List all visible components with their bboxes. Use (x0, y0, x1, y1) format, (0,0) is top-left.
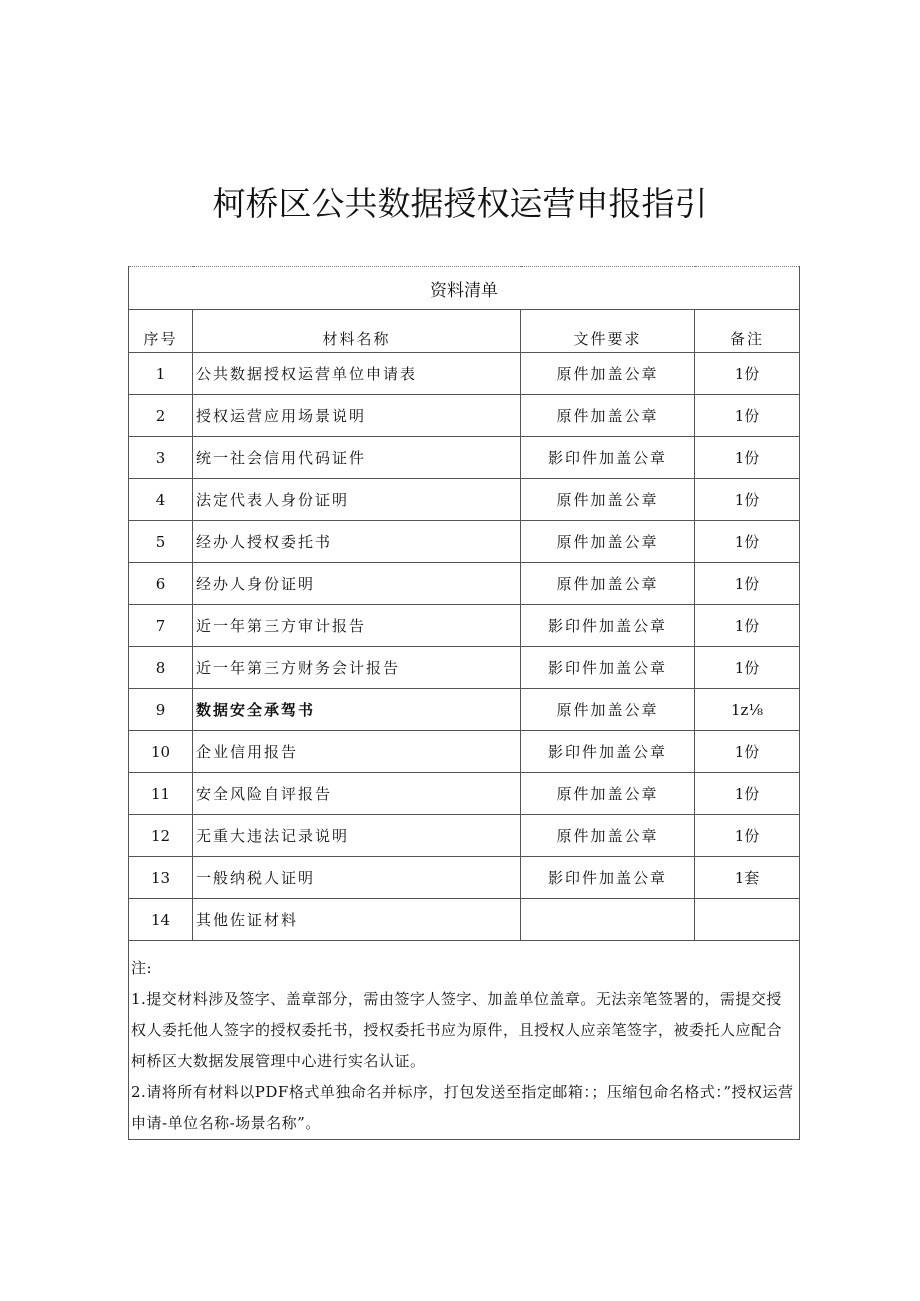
row-note: 1份 (695, 605, 800, 647)
row-no: 2 (129, 395, 193, 437)
row-requirement: 原件加盖公章 (521, 353, 695, 395)
row-no: 10 (129, 731, 193, 773)
row-note: 1份 (695, 731, 800, 773)
header-name: 材料名称 (193, 310, 521, 353)
row-name: 安全风险自评报告 (193, 773, 521, 815)
row-no: 7 (129, 605, 193, 647)
row-name: 近一年第三方财务会计报告 (193, 647, 521, 689)
row-requirement: 影印件加盖公章 (521, 647, 695, 689)
row-name: 法定代表人身份证明 (193, 479, 521, 521)
row-note: 1份 (695, 395, 800, 437)
table-row (129, 437, 800, 479)
row-no: 14 (129, 899, 193, 941)
row-note: 1份 (695, 437, 800, 479)
row-no: 11 (129, 773, 193, 815)
row-requirement (521, 899, 695, 941)
row-requirement: 原件加盖公章 (521, 773, 695, 815)
row-requirement: 原件加盖公章 (521, 563, 695, 605)
row-no: 4 (129, 479, 193, 521)
notes-cell (129, 941, 800, 1140)
header-no: 序号 (129, 310, 193, 353)
table-row (129, 773, 800, 815)
table-row (129, 563, 800, 605)
row-no: 8 (129, 647, 193, 689)
table-row (129, 647, 800, 689)
row-requirement: 原件加盖公章 (521, 521, 695, 563)
table-row (129, 731, 800, 773)
header-note: 备注 (695, 310, 800, 353)
header-requirement: 文件要求 (521, 310, 695, 353)
row-requirement: 影印件加盖公章 (521, 605, 695, 647)
row-name: 公共数据授权运营单位申请表 (193, 353, 521, 395)
row-no: 13 (129, 857, 193, 899)
row-name: 其他佐证材料 (193, 899, 521, 941)
table-row (129, 815, 800, 857)
note-item-2: 2.请将所有材料以PDF格式单独命名并标序，打包发送至指定邮箱：；压缩包命名格式：”授权运营申请-单位名称-场景名称”。 (131, 1083, 794, 1132)
row-note: 1份 (695, 773, 800, 815)
row-name: 无重大违法记录说明 (193, 815, 521, 857)
table-row (129, 857, 800, 899)
table-header-row (129, 310, 800, 353)
table-row (129, 353, 800, 395)
row-requirement: 原件加盖公章 (521, 479, 695, 521)
row-requirement: 原件加盖公章 (521, 395, 695, 437)
table-caption: 资料清单 (129, 267, 800, 310)
table-row (129, 521, 800, 563)
table-row (129, 899, 800, 941)
table-caption-row (129, 267, 800, 310)
row-requirement: 影印件加盖公章 (521, 731, 695, 773)
row-name: 近一年第三方审计报告 (193, 605, 521, 647)
table-row (129, 689, 800, 731)
row-no: 6 (129, 563, 193, 605)
table-row (129, 605, 800, 647)
row-note: 1份 (695, 815, 800, 857)
row-no: 12 (129, 815, 193, 857)
row-no: 3 (129, 437, 193, 479)
row-note: 1份 (695, 647, 800, 689)
row-name: 企业信用报告 (193, 731, 521, 773)
row-no: 5 (129, 521, 193, 563)
page-title: 柯桥区公共数据授权运营申报指引 (212, 184, 708, 223)
row-note: 1z⅛ (695, 689, 800, 731)
row-name: 一般纳税人证明 (193, 857, 521, 899)
row-name: 经办人授权委托书 (193, 521, 521, 563)
row-requirement: 原件加盖公章 (521, 689, 695, 731)
row-requirement: 影印件加盖公章 (521, 437, 695, 479)
row-name: 数据安全承驾书 (193, 689, 521, 731)
materials-table (128, 266, 800, 1140)
notes-row (129, 941, 800, 1140)
table-row (129, 479, 800, 521)
row-note: 1套 (695, 857, 800, 899)
row-note: 1份 (695, 353, 800, 395)
row-name: 统一社会信用代码证件 (193, 437, 521, 479)
row-note: 1份 (695, 521, 800, 563)
row-requirement: 影印件加盖公章 (521, 857, 695, 899)
note-item-1: 1.提交材料涉及签字、盖章部分，需由签字人签字、加盖单位盖章。无法亲笔签署的，需提交授权人委托他人签字的授权委托书，授权委托书应为原件，且授权人应亲笔签字，被委托人应配合柯桥区大数据发展管理中心进行实名认证。 (131, 990, 783, 1070)
row-note: 1份 (695, 479, 800, 521)
table-row (129, 395, 800, 437)
row-name: 经办人身份证明 (193, 563, 521, 605)
row-requirement: 原件加盖公章 (521, 815, 695, 857)
row-note: 1份 (695, 563, 800, 605)
row-note (695, 899, 800, 941)
row-name: 授权运营应用场景说明 (193, 395, 521, 437)
notes-label: 注: (131, 959, 153, 977)
row-no: 9 (129, 689, 193, 731)
row-no: 1 (129, 353, 193, 395)
